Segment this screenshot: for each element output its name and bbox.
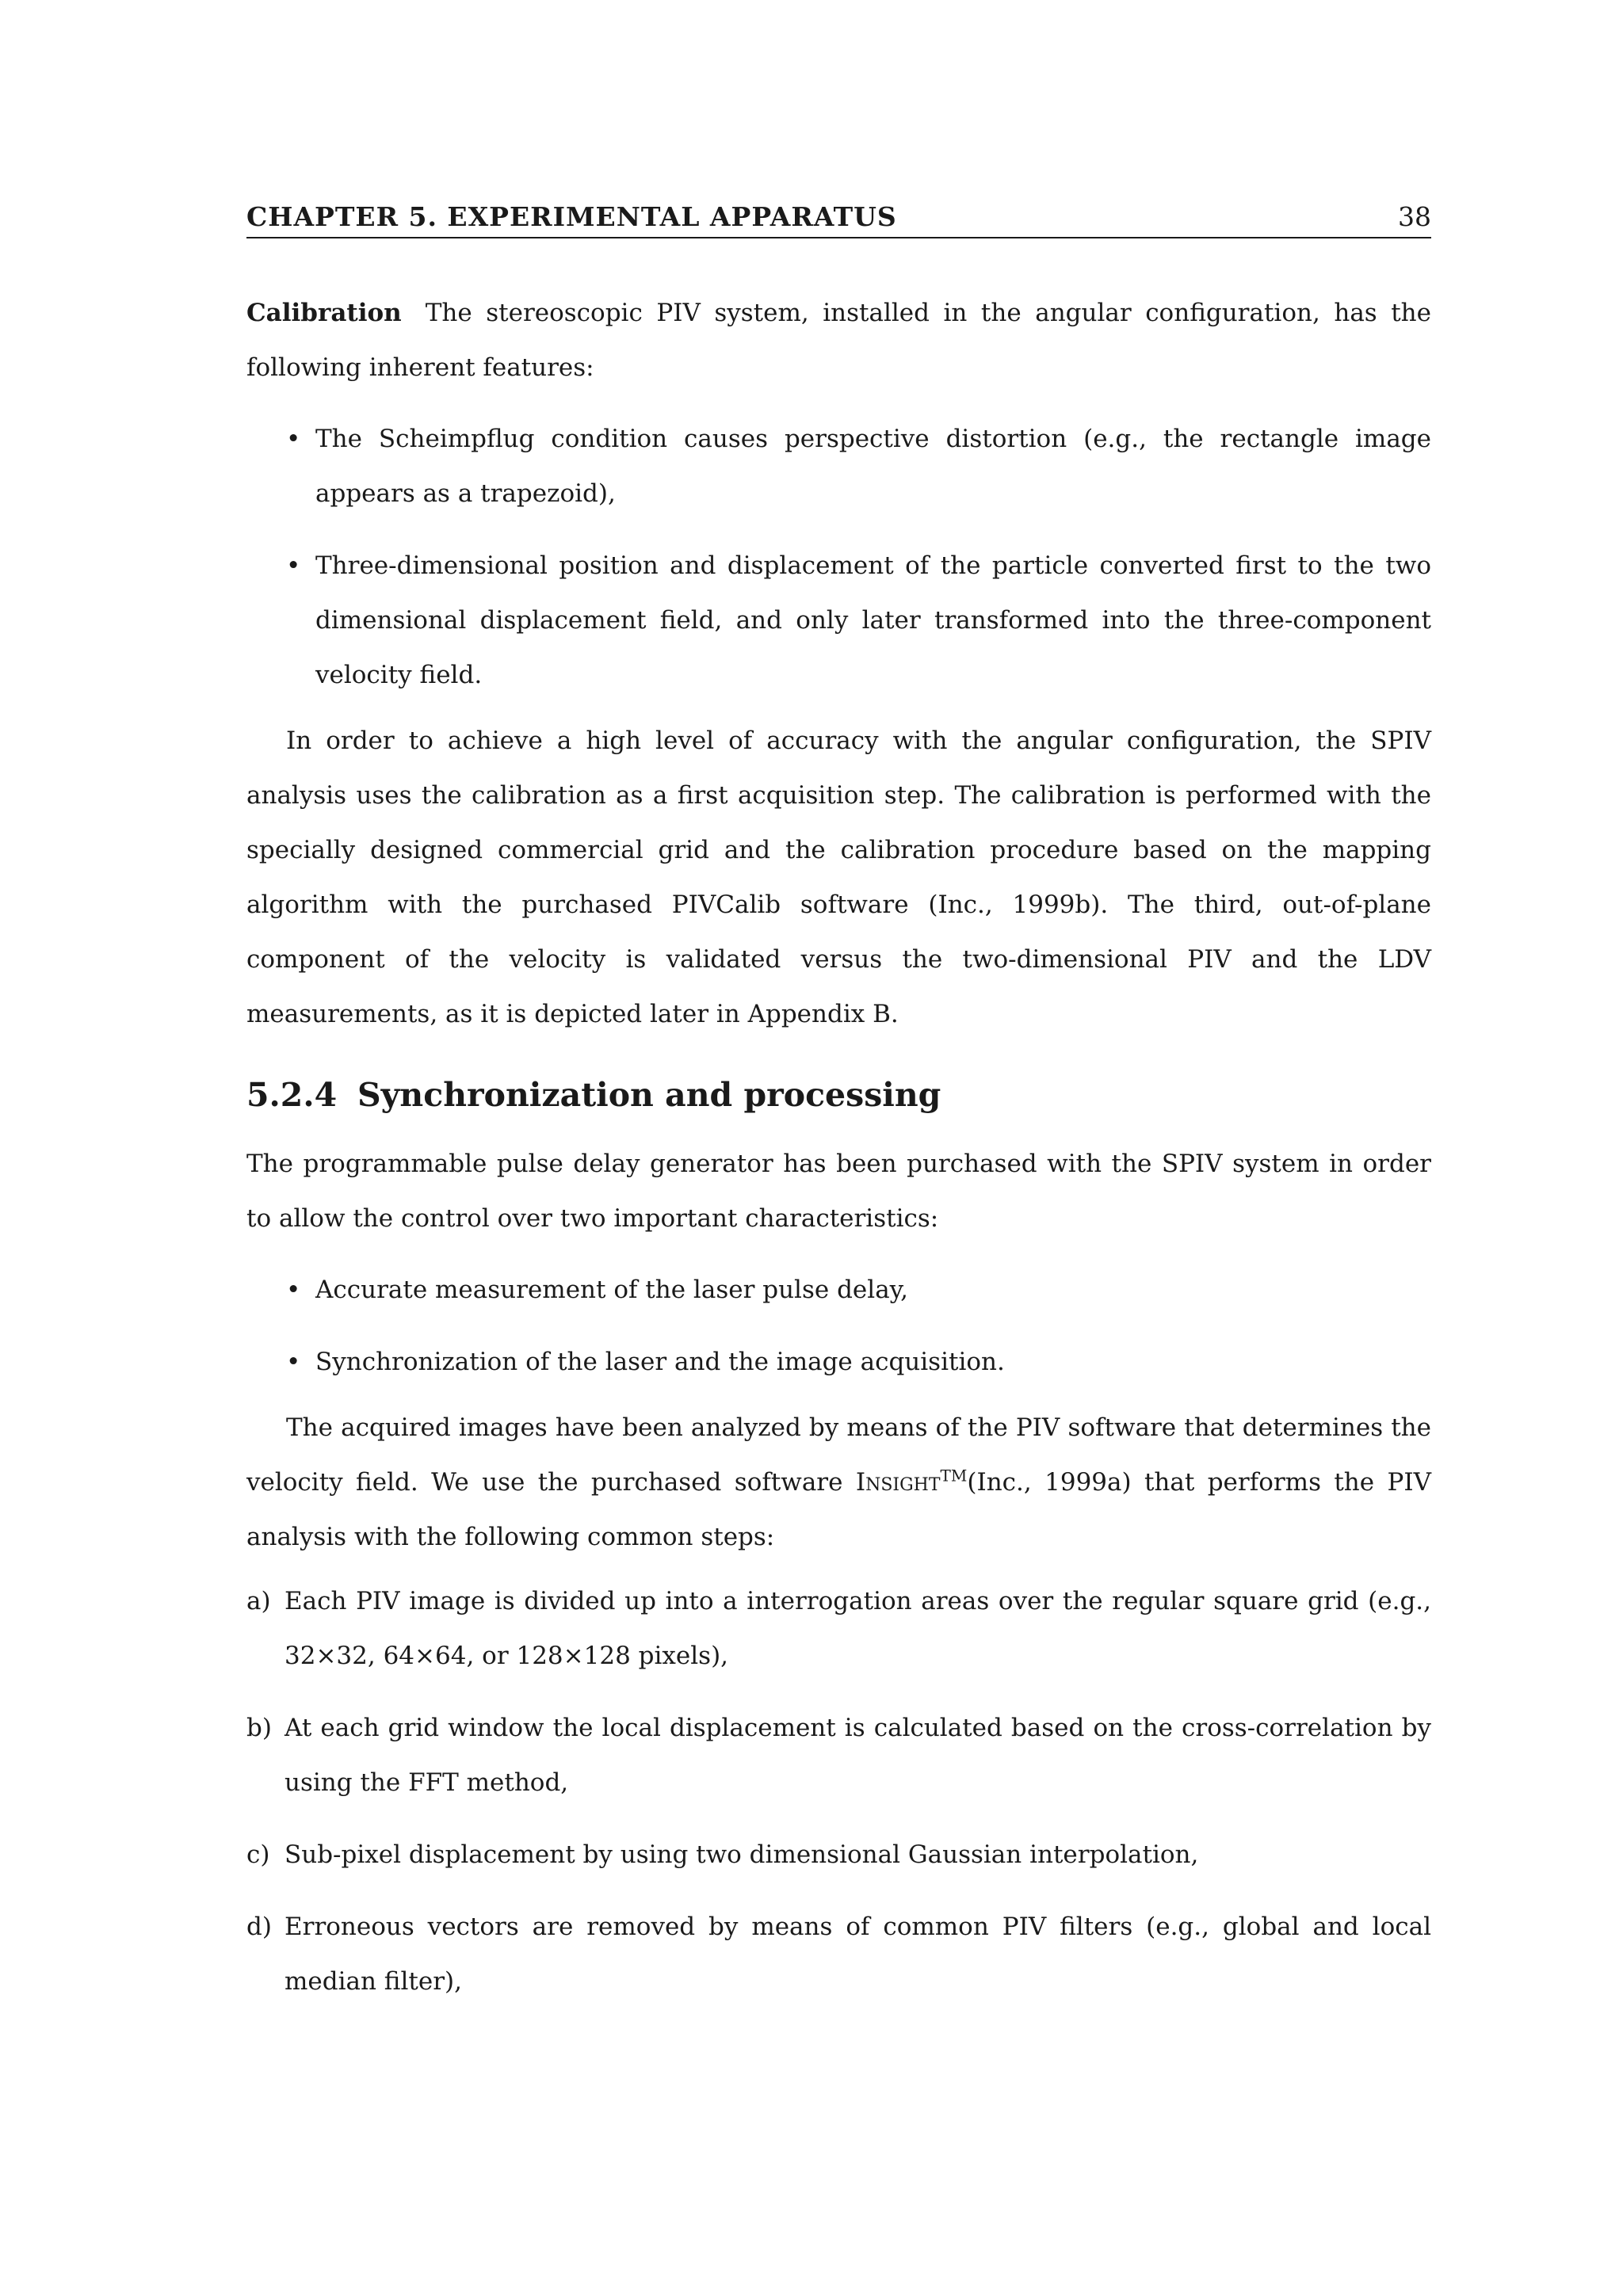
list-item: [246, 1828, 1431, 1882]
list-item-text: Sub-pixel displacement by using two dimensional Gaussian interpolation,: [285, 1840, 1199, 1869]
bullet-mark: •: [286, 425, 301, 453]
list-item: [246, 1335, 1431, 1390]
generator-paragraph: The programmable pulse delay generator has been purchased with the SPIV system in order to allow the control over two important characteristics:: [246, 1150, 1431, 1233]
list-item-text: At each grid window the local displacement is calculated based on the cross-correlation by using the FFT method,: [285, 1714, 1431, 1797]
feature-list: [246, 412, 1431, 703]
list-item: [246, 539, 1431, 703]
list-item: [246, 1701, 1431, 1810]
list-item-text: Each PIV image is divided up into a interrogation areas over the regular square grid (e.g., 32×32, 64×64, or 128×128 pixels),: [285, 1587, 1431, 1670]
calibration-text: The stereoscopic PIV system, installed in the angular configuration, has the following inherent features:: [246, 299, 1431, 382]
step-label: a): [246, 1587, 271, 1615]
step-label: d): [246, 1913, 272, 1941]
acquired-text-after: (Inc., 1999a) that performs the PIV analysis with the following common steps:: [246, 1468, 1431, 1551]
list-item: [246, 412, 1431, 521]
characteristics-list: [246, 1263, 1431, 1390]
acquired-images-paragraph: [246, 1401, 1431, 1565]
calibration-run-in-heading: Calibration: [246, 299, 402, 327]
page-number: 38: [1398, 201, 1431, 232]
trademark-mark: TM: [940, 1466, 968, 1486]
bullet-mark: •: [286, 1276, 301, 1304]
step-label: b): [246, 1714, 272, 1742]
list-item-text: Accurate measurement of the laser pulse delay,: [315, 1276, 908, 1304]
step-label: c): [246, 1840, 270, 1869]
software-name: Insight: [855, 1468, 941, 1497]
list-item: [246, 1574, 1431, 1684]
list-item-text: Erroneous vectors are removed by means of common PIV filters (e.g., global and local median filter),: [285, 1913, 1431, 1996]
document-page: [246, 201, 1431, 2027]
calibration-paragraph: [246, 286, 1431, 395]
acquired-text-before: The acquired images have been analyzed by means of the PIV software that determines the velocity field. We use the purchased software: [246, 1413, 1431, 1497]
list-item-text: Three-dimensional position and displacement of the particle converted first to the two dimensional displacement field, and only later transformed into the three-component velocity field.: [315, 551, 1431, 689]
section-number: 5.2.4: [246, 1076, 338, 1114]
accuracy-paragraph: In order to achieve a high level of accuracy with the angular configuration, the SPIV analysis uses the calibration as a first acquisition step. The calibration is performed with the specially designed commercial grid and the calibration procedure based on the mapping algorithm with the purchased PIVCalib software (Inc., 1999b). The third, out-of-plane component of the velocity is validated versus the two-dimensional PIV and the LDV measurements, as it is depicted later in Appendix B.: [246, 727, 1431, 1028]
chapter-title: CHAPTER 5. EXPERIMENTAL APPARATUS: [246, 201, 897, 232]
bullet-mark: •: [286, 1348, 301, 1376]
section-title: Synchronization and processing: [357, 1076, 941, 1114]
running-header: [246, 201, 1431, 238]
list-item: [246, 1900, 1431, 2009]
list-item-text: The Scheimpflug condition causes perspective distortion (e.g., the rectangle image appears as a trapezoid),: [315, 425, 1431, 508]
section-heading: [246, 1071, 1431, 1119]
list-item-text: Synchronization of the laser and the image acquisition.: [315, 1348, 1005, 1376]
bullet-mark: •: [286, 551, 301, 580]
list-item: [246, 1263, 1431, 1318]
processing-steps-list: [246, 1574, 1431, 2009]
